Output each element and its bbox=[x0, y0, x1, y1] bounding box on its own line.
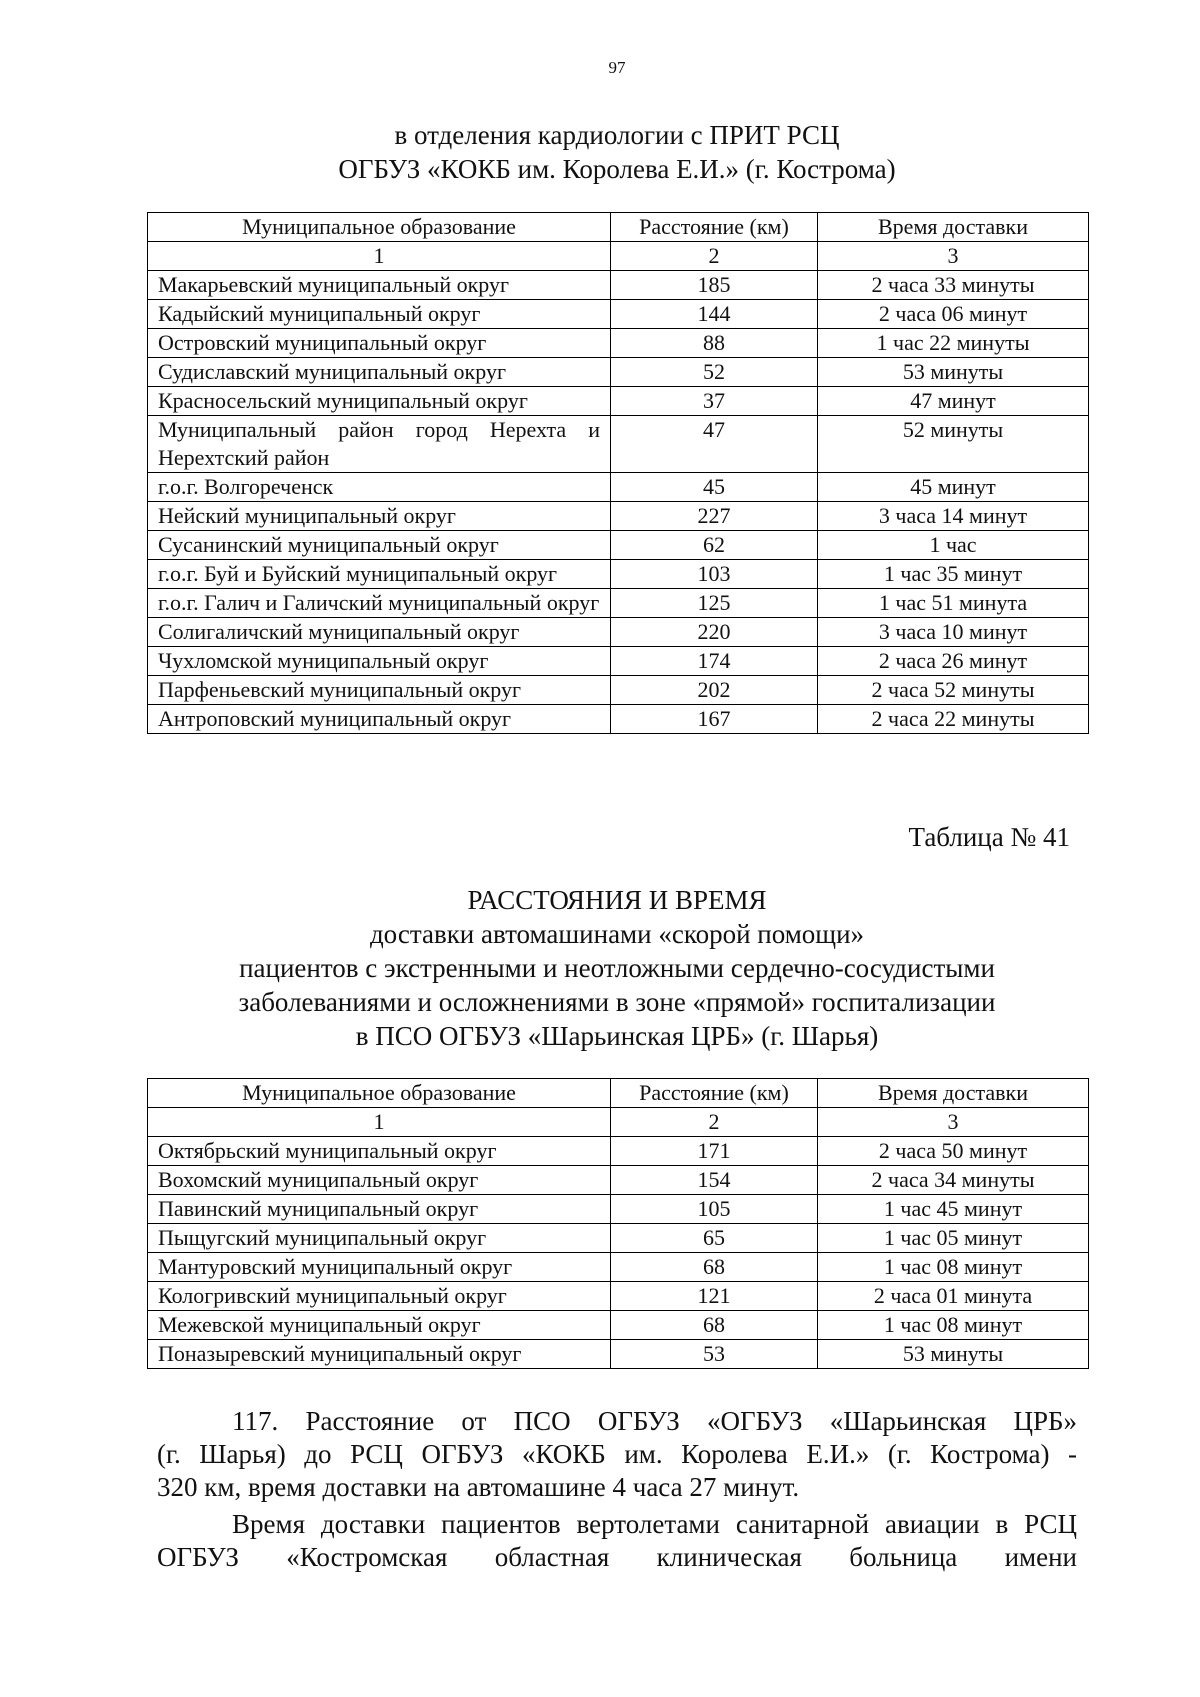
delivery-time-cell: 2 часа 22 минуты bbox=[818, 705, 1089, 734]
municipality-cell: г.о.г. Галич и Галичский муниципальный округ bbox=[148, 589, 611, 618]
table-row bbox=[148, 531, 1089, 560]
table-row bbox=[148, 1311, 1089, 1340]
paragraph-line: Время доставки пациентов вертолетами санитарной авиации в РСЦ bbox=[232, 1509, 1077, 1539]
municipality-cell: Межевской муниципальный округ bbox=[148, 1311, 611, 1340]
distance-cell: 202 bbox=[611, 676, 818, 705]
distance-cell: 47 bbox=[611, 416, 818, 473]
table2-heading-line: РАССТОЯНИЯ И ВРЕМЯ bbox=[467, 885, 767, 915]
distance-cell: 144 bbox=[611, 300, 818, 329]
table-row bbox=[148, 647, 1089, 676]
municipality-cell: г.о.г. Волгореченск bbox=[148, 473, 611, 502]
municipality-cell: Островский муниципальный округ bbox=[148, 329, 611, 358]
distance-cell: 62 bbox=[611, 531, 818, 560]
column-header-municipality: Муниципальное образование bbox=[148, 1079, 611, 1108]
municipality-cell: Солигаличский муниципальный округ bbox=[148, 618, 611, 647]
page-number: 97 bbox=[608, 58, 626, 77]
municipality-cell: Вохомский муниципальный округ bbox=[148, 1166, 611, 1195]
distance-cell: 105 bbox=[611, 1195, 818, 1224]
distance-cell: 88 bbox=[611, 329, 818, 358]
municipality-cell: Макарьевский муниципальный округ bbox=[148, 271, 611, 300]
column-number: 3 bbox=[818, 1108, 1089, 1137]
municipality-cell: Судиславский муниципальный округ bbox=[148, 358, 611, 387]
delivery-time-cell: 2 часа 26 минут bbox=[818, 647, 1089, 676]
column-header-time: Время доставки bbox=[818, 1079, 1089, 1108]
column-number: 1 bbox=[148, 242, 611, 271]
municipality-cell: Пыщугский муниципальный округ bbox=[148, 1224, 611, 1253]
table-row bbox=[148, 300, 1089, 329]
table1-heading-line: в отделения кардиологии с ПРИТ РСЦ bbox=[394, 120, 840, 150]
delivery-time-cell: 1 час 22 минуты bbox=[818, 329, 1089, 358]
delivery-time-cell: 1 час 05 минут bbox=[818, 1224, 1089, 1253]
distance-cell: 125 bbox=[611, 589, 818, 618]
municipality-cell: Кадыйский муниципальный округ bbox=[148, 300, 611, 329]
distance-cell: 185 bbox=[611, 271, 818, 300]
municipality-cell: Красносельский муниципальный округ bbox=[148, 387, 611, 416]
table-row bbox=[148, 271, 1089, 300]
distance-cell: 103 bbox=[611, 560, 818, 589]
table2-heading-line: доставки автомашинами «скорой помощи» bbox=[369, 919, 865, 949]
delivery-time-cell: 47 минут bbox=[818, 387, 1089, 416]
table-column-number-row bbox=[148, 242, 1089, 271]
municipality-cell: Чухломской муниципальный округ bbox=[148, 647, 611, 676]
paragraph-air-ambulance bbox=[157, 1508, 1077, 1574]
table-row bbox=[148, 1253, 1089, 1282]
table-header-row bbox=[148, 213, 1089, 242]
table-row bbox=[148, 705, 1089, 734]
table2-heading-line: в ПСО ОГБУЗ «Шарьинская ЦРБ» (г. Шарья) bbox=[355, 1021, 879, 1051]
delivery-time-cell: 3 часа 10 минут bbox=[818, 618, 1089, 647]
distance-cell: 37 bbox=[611, 387, 818, 416]
municipality-cell: г.о.г. Буй и Буйский муниципальный округ bbox=[148, 560, 611, 589]
table-header-row bbox=[148, 1079, 1089, 1108]
municipality-cell: Октябрьский муниципальный округ bbox=[148, 1137, 611, 1166]
delivery-time-cell: 1 час bbox=[818, 531, 1089, 560]
distance-cell: 52 bbox=[611, 358, 818, 387]
column-header-distance: Расстояние (км) bbox=[611, 213, 818, 242]
municipality-cell: Антроповский муниципальный округ bbox=[148, 705, 611, 734]
distance-cell: 154 bbox=[611, 1166, 818, 1195]
table1-heading-line: ОГБУЗ «КОКБ им. Королева Е.И.» (г. Кострома) bbox=[338, 154, 896, 184]
column-number: 2 bbox=[611, 1108, 818, 1137]
paragraph-117 bbox=[157, 1405, 1077, 1504]
delivery-time-cell: 3 часа 14 минут bbox=[818, 502, 1089, 531]
municipality-cell: Мантуровский муниципальный округ bbox=[148, 1253, 611, 1282]
delivery-time-cell: 53 минуты bbox=[818, 1340, 1089, 1369]
paragraph-line: ОГБУЗ «Костромская областная клиническая больница имени bbox=[157, 1542, 1077, 1572]
column-number: 1 bbox=[148, 1108, 611, 1137]
distance-cell: 68 bbox=[611, 1311, 818, 1340]
table-row bbox=[148, 358, 1089, 387]
distance-cell: 45 bbox=[611, 473, 818, 502]
table-row bbox=[148, 1137, 1089, 1166]
delivery-time-cell: 1 час 45 минут bbox=[818, 1195, 1089, 1224]
table-caption: Таблица № 41 bbox=[908, 822, 1070, 852]
table2-heading-line: заболеваниями и осложнениями в зоне «прямой» госпитализации bbox=[238, 987, 996, 1017]
distance-cell: 227 bbox=[611, 502, 818, 531]
distance-cell: 65 bbox=[611, 1224, 818, 1253]
delivery-time-cell: 52 минуты bbox=[818, 416, 1089, 473]
municipality-cell: Сусанинский муниципальный округ bbox=[148, 531, 611, 560]
municipality-cell: Парфеньевский муниципальный округ bbox=[148, 676, 611, 705]
distance-cell: 167 bbox=[611, 705, 818, 734]
delivery-time-cell: 1 час 08 минут bbox=[818, 1311, 1089, 1340]
column-number: 2 bbox=[611, 242, 818, 271]
distance-cell: 121 bbox=[611, 1282, 818, 1311]
table-row bbox=[148, 1224, 1089, 1253]
municipality-cell: Нейский муниципальный округ bbox=[148, 502, 611, 531]
table-row bbox=[148, 473, 1089, 502]
table-row bbox=[148, 502, 1089, 531]
column-header-distance: Расстояние (км) bbox=[611, 1079, 818, 1108]
delivery-time-cell: 1 час 51 минута bbox=[818, 589, 1089, 618]
municipality-cell: Муниципальный район город Нерехта и Нерехтский район bbox=[148, 416, 611, 473]
distance-cell: 171 bbox=[611, 1137, 818, 1166]
paragraph-line: 320 км, время доставки на автомашине 4 часа 27 минут. bbox=[157, 1472, 800, 1502]
table-row bbox=[148, 387, 1089, 416]
distance-cell: 220 bbox=[611, 618, 818, 647]
table-row bbox=[148, 618, 1089, 647]
delivery-time-cell: 2 часа 50 минут bbox=[818, 1137, 1089, 1166]
delivery-time-cell: 1 час 35 минут bbox=[818, 560, 1089, 589]
delivery-table-sharya bbox=[147, 1078, 1089, 1369]
distance-cell: 174 bbox=[611, 647, 818, 676]
table-row bbox=[148, 1195, 1089, 1224]
delivery-time-cell: 2 часа 52 минуты bbox=[818, 676, 1089, 705]
table-row bbox=[148, 560, 1089, 589]
table-row bbox=[148, 589, 1089, 618]
table-column-number-row bbox=[148, 1108, 1089, 1137]
table1-heading bbox=[0, 118, 1200, 186]
delivery-time-cell: 2 часа 01 минута bbox=[818, 1282, 1089, 1311]
table-row bbox=[148, 1166, 1089, 1195]
column-number: 3 bbox=[818, 242, 1089, 271]
table-row bbox=[148, 1340, 1089, 1369]
column-header-municipality: Муниципальное образование bbox=[148, 213, 611, 242]
table-row bbox=[148, 676, 1089, 705]
distance-cell: 53 bbox=[611, 1340, 818, 1369]
delivery-table-kostroma bbox=[147, 212, 1089, 734]
delivery-time-cell: 2 часа 34 минуты bbox=[818, 1166, 1089, 1195]
table2-heading-line: пациентов с экстренными и неотложными сердечно-сосудистыми bbox=[239, 953, 995, 983]
paragraph-line: (г. Шарья) до РСЦ ОГБУЗ «КОКБ им. Королева Е.И.» (г. Кострома) - bbox=[157, 1439, 1077, 1469]
municipality-cell: Кологривский муниципальный округ bbox=[148, 1282, 611, 1311]
distance-cell: 68 bbox=[611, 1253, 818, 1282]
delivery-time-cell: 2 часа 06 минут bbox=[818, 300, 1089, 329]
column-header-time: Время доставки bbox=[818, 213, 1089, 242]
delivery-time-cell: 1 час 08 минут bbox=[818, 1253, 1089, 1282]
delivery-time-cell: 2 часа 33 минуты bbox=[818, 271, 1089, 300]
table-row bbox=[148, 329, 1089, 358]
delivery-time-cell: 45 минут bbox=[818, 473, 1089, 502]
table-row bbox=[148, 1282, 1089, 1311]
municipality-cell: Павинский муниципальный округ bbox=[148, 1195, 611, 1224]
table2-heading bbox=[0, 883, 1200, 1053]
paragraph-line: 117. Расстояние от ПСО ОГБУЗ «ОГБУЗ «Шарьинская ЦРБ» bbox=[232, 1406, 1077, 1436]
municipality-cell: Поназыревский муниципальный округ bbox=[148, 1340, 611, 1369]
delivery-time-cell: 53 минуты bbox=[818, 358, 1089, 387]
table-row bbox=[148, 416, 1089, 473]
